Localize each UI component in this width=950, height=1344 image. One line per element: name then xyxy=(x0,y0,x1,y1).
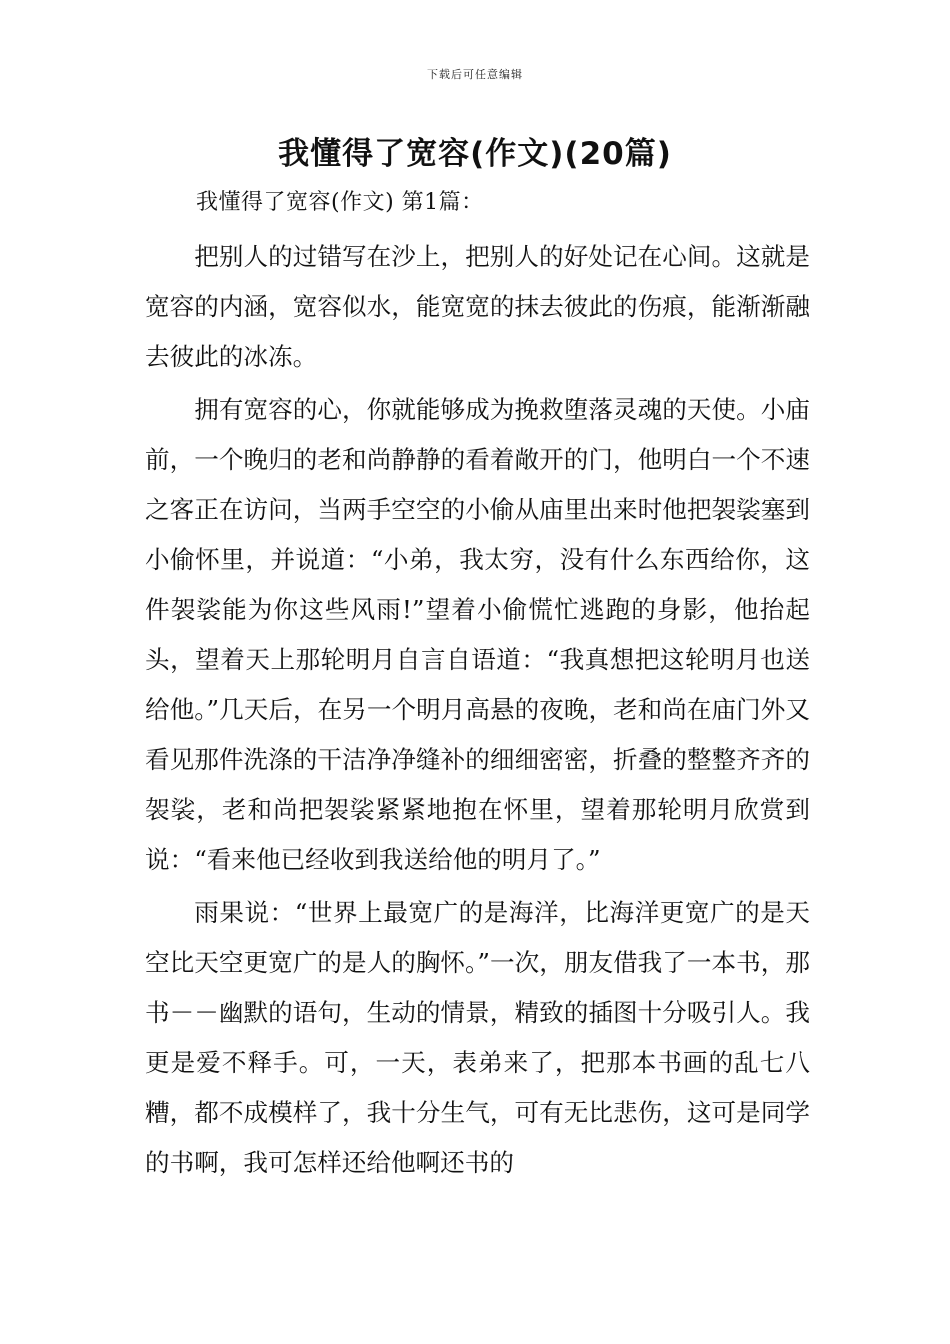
section-heading: 我懂得了宽容(作文) 第1篇： xyxy=(196,190,484,215)
document-title: 我懂得了宽容(作文)(20篇) xyxy=(278,136,672,172)
header-note: 下载后可任意编辑 xyxy=(427,68,523,81)
body-text xyxy=(145,232,810,1191)
paragraph-1: 把别人的过错写在沙上，把别人的好处记在心间。这就是宽容的内涵，宽容似水，能宽宽的抹去彼此的伤痕，能渐渐融去彼此的冰冻。 xyxy=(145,242,810,371)
paragraph-3: 雨果说：“世界上最宽广的是海洋，比海洋更宽广的是天空比天空更宽广的是人的胸怀。”一次，朋友借我了一本书，那书－－幽默的语句，生动的情景，精致的插图十分吸引人。我更是爱不释手。可，一天，表弟来了，把那本书画的乱七八糟，都不成模样了，我十分生气，可有无比悲伤，这可是同学的书啊，我可怎样还给他啊还书的 xyxy=(145,898,810,1177)
paragraph-2: 拥有宽容的心，你就能够成为挽救堕落灵魂的天使。小庙前，一个晚归的老和尚静静的看着敞开的门，他明白一个不速之客正在访问，当两手空空的小偷从庙里出来时他把袈裟塞到小偷怀里，并说道：“小弟，我太穷，没有什么东西给你，这件袈裟能为你这些风雨!”望着小偷慌忙逃跑的身影，他抬起头，望着天上那轮明月自言自语道：“我真想把这轮明月也送给他。”几天后，在另一个明月高悬的夜晚，老和尚在庙门外又看见那件洗涤的干洁净净缝补的细细密密，折叠的整整齐齐的袈裟，老和尚把袈裟紧紧地抱在怀里，望着那轮明月欣赏到说：“看来他已经收到我送给他的明月了。” xyxy=(145,395,810,874)
